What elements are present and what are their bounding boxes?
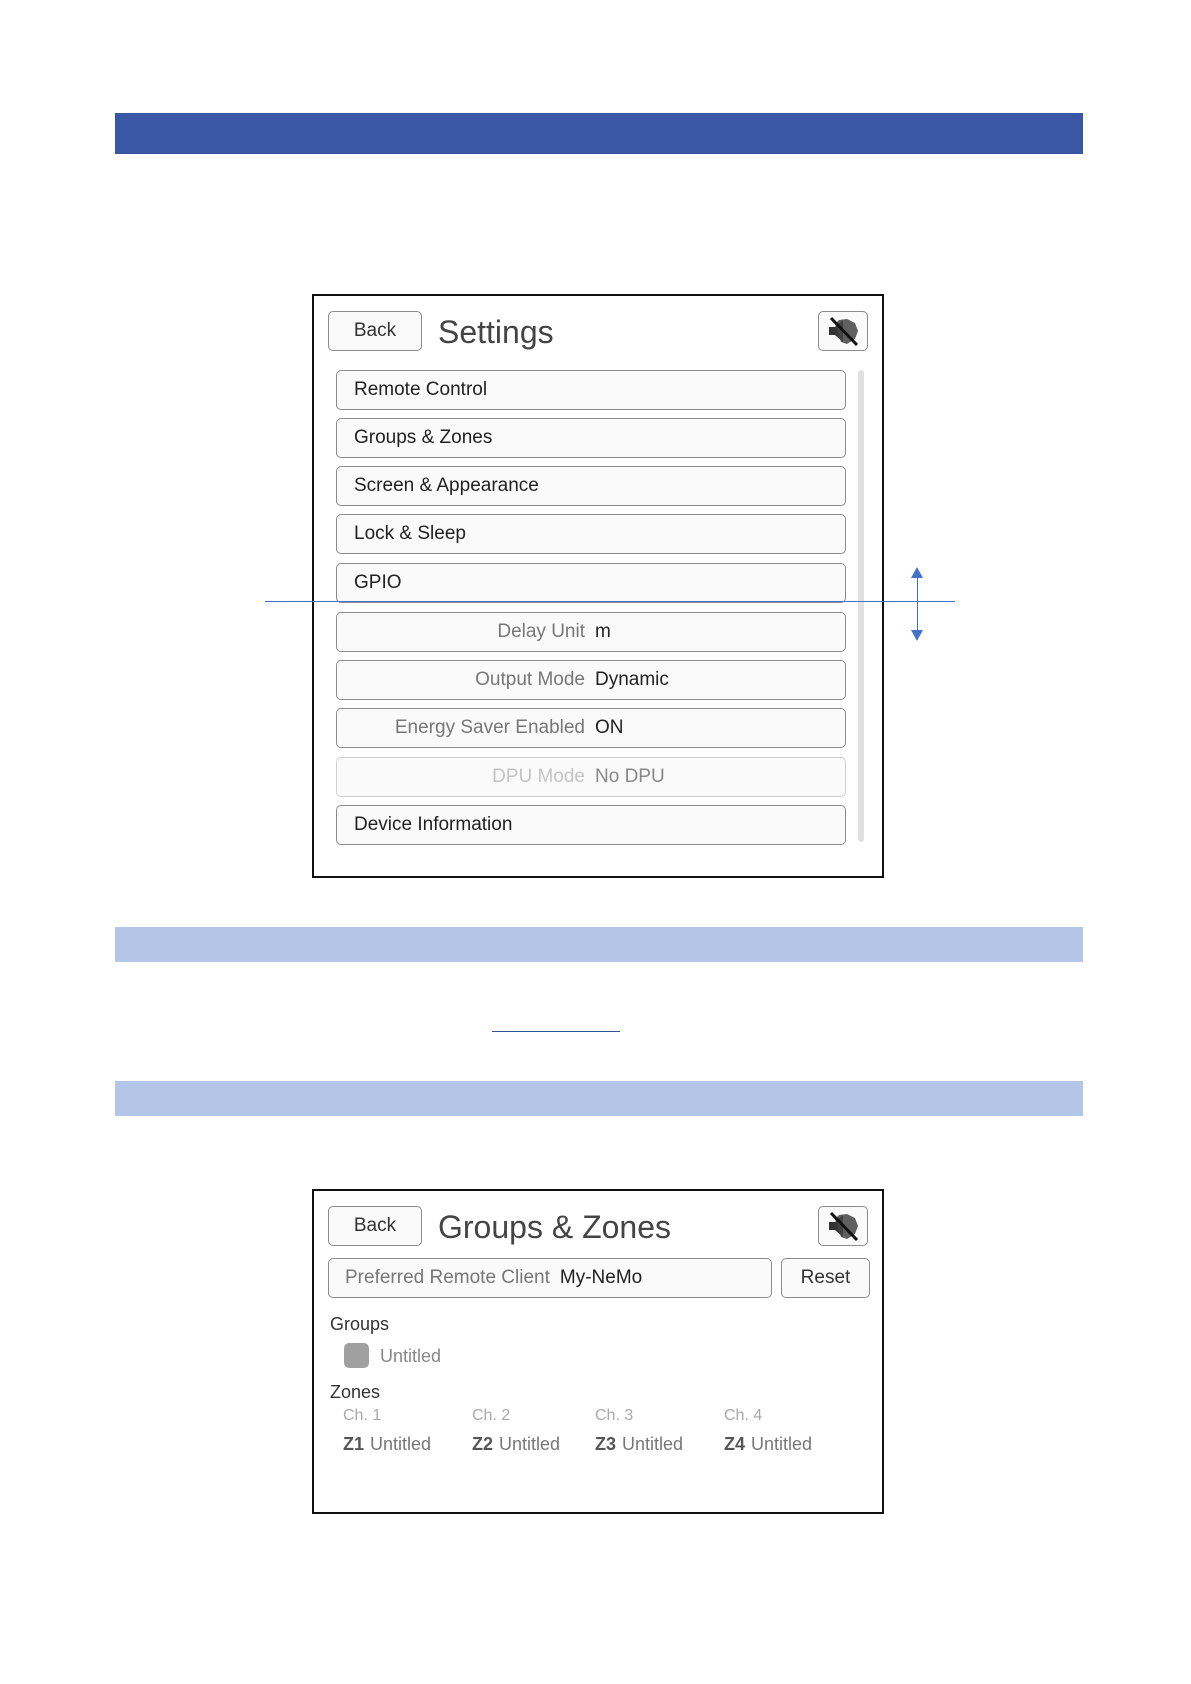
option-energy-saver[interactable]: [336, 708, 846, 748]
option-key: Delay Unit: [497, 621, 585, 642]
mute-button[interactable]: [818, 1206, 868, 1246]
page-title: Settings: [438, 314, 554, 350]
zone-name: Untitled: [751, 1434, 813, 1454]
menu-item-gpio[interactable]: [336, 563, 846, 603]
zone-item[interactable]: [343, 1407, 431, 1455]
arrow-down-icon: [911, 630, 923, 641]
mute-button[interactable]: [818, 311, 868, 351]
settings-screen: [312, 294, 884, 878]
menu-item-label: Screen & Appearance: [354, 475, 539, 496]
scrollbar[interactable]: [858, 370, 864, 842]
option-key: Output Mode: [475, 669, 585, 690]
field-value: My-NeMo: [559, 1267, 643, 1288]
zone-item[interactable]: [724, 1407, 812, 1455]
zones-heading: Zones: [330, 1382, 381, 1402]
mute-icon: [825, 1210, 861, 1242]
menu-item-device-information[interactable]: [336, 805, 846, 845]
option-value: Dynamic: [595, 669, 669, 690]
option-delay-unit[interactable]: [336, 612, 846, 652]
zone-id: Z3: [595, 1434, 617, 1454]
menu-item-label: GPIO: [354, 572, 402, 593]
annotation-line: [265, 601, 955, 602]
zone-channel: Ch. 4: [724, 1407, 763, 1424]
menu-item-lock-sleep[interactable]: [336, 514, 846, 554]
back-button[interactable]: Back: [328, 311, 422, 351]
zone-name: Untitled: [499, 1434, 561, 1454]
zone-channel: Ch. 3: [595, 1407, 634, 1424]
preferred-remote-client-field[interactable]: [328, 1258, 772, 1298]
groups-heading: Groups: [330, 1314, 390, 1334]
option-value: ON: [595, 717, 624, 738]
zone-item[interactable]: [595, 1407, 683, 1455]
zone-name: Untitled: [622, 1434, 684, 1454]
zone-id: Z2: [472, 1434, 494, 1454]
zone-name: Untitled: [370, 1434, 432, 1454]
section-bar: [115, 927, 1083, 962]
option-key: Energy Saver Enabled: [394, 717, 585, 738]
back-button[interactable]: Back: [328, 1206, 422, 1246]
option-dpu-mode: [336, 757, 846, 797]
menu-item-label: Groups & Zones: [354, 427, 493, 448]
zone-channel: Ch. 2: [472, 1407, 511, 1424]
field-key: Preferred Remote Client: [345, 1267, 550, 1288]
mute-icon: [825, 315, 861, 347]
menu-item-groups-zones[interactable]: [336, 418, 846, 458]
option-value: No DPU: [595, 766, 665, 787]
groups-zones-screen: [312, 1189, 884, 1514]
menu-item-screen-appearance[interactable]: [336, 466, 846, 506]
zone-id: Z1: [343, 1434, 365, 1454]
menu-item-label: Lock & Sleep: [354, 523, 466, 544]
section-bar: [115, 1081, 1083, 1116]
scroll-indicator-line: [917, 574, 918, 632]
option-value: m: [595, 621, 611, 642]
page-title: Groups & Zones: [438, 1209, 671, 1245]
menu-item-label: Remote Control: [354, 379, 488, 400]
menu-item-label: Device Information: [354, 814, 513, 835]
reset-button[interactable]: Reset: [781, 1258, 870, 1298]
option-key: DPU Mode: [492, 766, 585, 787]
link-underline: [492, 1031, 620, 1032]
option-output-mode[interactable]: [336, 660, 846, 700]
group-name[interactable]: Untitled: [380, 1346, 442, 1366]
zone-item[interactable]: [472, 1407, 560, 1455]
zone-channel: Ch. 1: [343, 1407, 382, 1424]
document-header-bar: [115, 113, 1083, 154]
zone-id: Z4: [724, 1434, 746, 1454]
arrow-up-icon: [911, 567, 923, 578]
menu-item-remote-control[interactable]: [336, 370, 846, 410]
group-color-swatch[interactable]: [344, 1343, 369, 1368]
